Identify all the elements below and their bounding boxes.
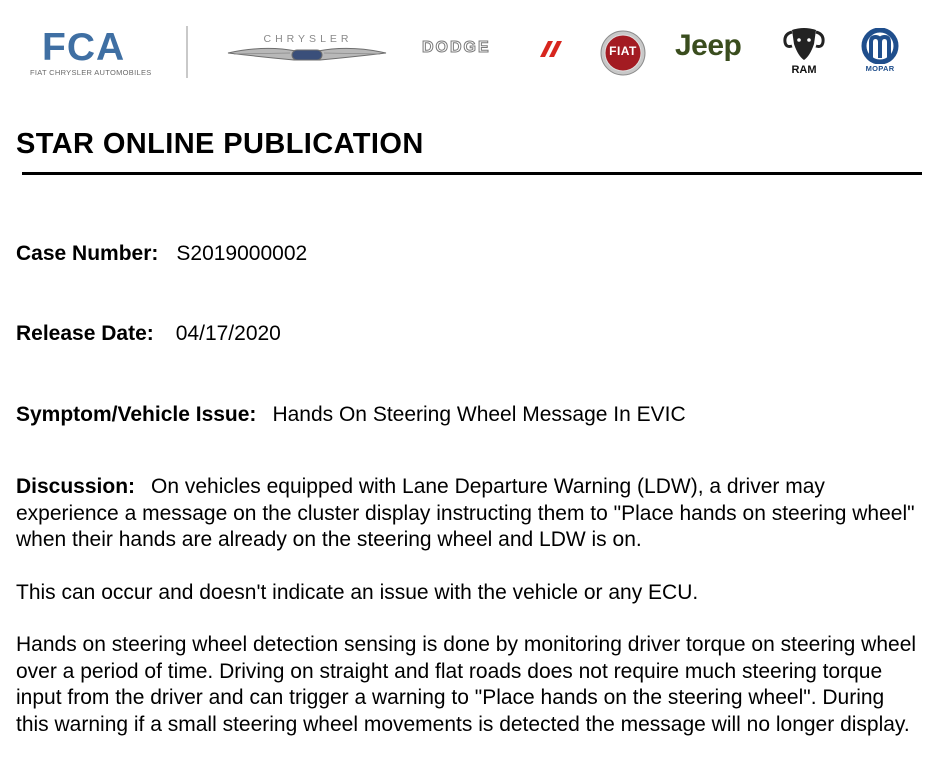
discussion-paragraph-text: On vehicles equipped with Lane Departure Warning (LDW), a driver may experience a message on the cluster display instructing them to "Place hands on steering wheel" when their hands are already on the steering wheel and LDW is on. — [16, 475, 915, 551]
release-date-row — [16, 321, 281, 347]
mopar-m-icon — [854, 28, 906, 64]
discussion-section — [16, 474, 921, 764]
case-number-label: Case Number: — [16, 242, 159, 265]
release-date-value: 04/17/2020 — [175, 322, 281, 345]
ram-logo — [780, 26, 828, 76]
fca-logo-wordmark: FCA — [42, 26, 126, 69]
case-number-row — [16, 241, 307, 267]
fca-logo — [28, 28, 158, 80]
logo-divider — [186, 26, 188, 78]
dodge-logo-wordmark: DODGE — [422, 39, 491, 56]
page-title: STAR ONLINE PUBLICATION — [16, 128, 424, 160]
symptom-label: Symptom/Vehicle Issue: — [16, 403, 257, 426]
mopar-logo-wordmark: MOPAR — [865, 64, 895, 73]
release-date-label: Release Date: — [16, 322, 154, 345]
case-number-value: S2019000002 — [176, 242, 308, 265]
jeep-logo — [675, 29, 755, 69]
discussion-label: Discussion: — [16, 475, 136, 498]
discussion-paragraph: Hands on steering wheel detection sensing is done by monitoring driver torque on steering wheel over a period of time. Driving on straight and flat roads does not require much steering torque input from the driver and can trigger a warning to "Place hands on the steering wheel". During this warning if a small steering wheel movements is detected the message will no longer display. — [16, 633, 917, 736]
discussion-paragraph: This can occur and doesn't indicate an issue with the vehicle or any ECU. — [16, 580, 699, 604]
ram-logo-wordmark: RAM — [791, 64, 817, 76]
symptom-row — [16, 402, 686, 428]
fiat-logo-wordmark: FIAT — [609, 44, 637, 58]
dodge-stripes-icon — [422, 39, 574, 59]
chrysler-logo — [224, 33, 390, 67]
title-divider — [22, 172, 922, 175]
chrysler-wings-icon — [224, 33, 390, 67]
jeep-logo-wordmark: Jeep — [675, 29, 742, 62]
brand-logo-bar — [0, 0, 931, 100]
fiat-logo — [600, 30, 646, 76]
dodge-logo — [422, 39, 574, 59]
ram-head-icon — [780, 26, 828, 64]
discussion-paragraph — [16, 474, 921, 554]
mopar-logo — [854, 28, 906, 76]
fca-logo-subtitle: FIAT CHRYSLER AUTOMOBILES — [30, 68, 152, 77]
chrysler-logo-wordmark: CHRYSLER — [263, 33, 353, 45]
symptom-value: Hands On Steering Wheel Message In EVIC — [272, 403, 686, 426]
